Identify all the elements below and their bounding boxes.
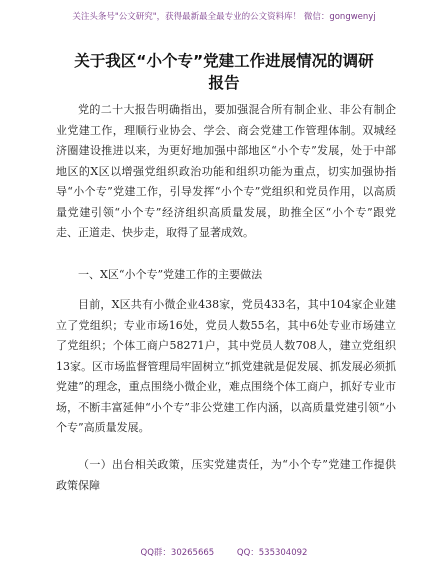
section-1-body: 目前，X区共有小微企业438家，党员433名，其中104家企业建立了党组织；专业市场16处，党员人数55名，其中6处专业市场建立了党组织；个体工商户58271户，其中党员人数708人，建立党组织13家。区市场监督管理局牢固树立“抓党建就是促发展、抓发展必须抓党建”的理念，重点围绕小微企业，难点围绕个体工商户，抓好专业市场，不断丰富延伸“小个专”非公党建工作内涵，以高质量党建引领“小个专”高质量发展。 bbox=[56, 298, 396, 434]
intro-paragraph: 党的二十大报告明确指出，要加强混合所有制企业、非公有制企业党建工作，理顺行业协会、学会、商会党建工作管理体制。双城经济圈建设推进以来，为更好地加强中部地区“小个专”发展，处于中部地区的X区以增强党组织政治功能和组织功能为重点，切实加强协指导“小个专”党建工作，引导发挥“小个专”党组织和党员作用，以高质量党建引领“小个专”经济组织高质量发展，助推全区“小个专”跟党走、正道走、快步走，取得了显著成效。 bbox=[56, 103, 396, 239]
subsection-1-heading: （一）出台相关政策，压实党建责任，为“小个专”党建工作提供政策保障 bbox=[56, 458, 396, 492]
footer-qq: QQ：535304092 bbox=[236, 548, 308, 558]
document-title bbox=[40, 50, 408, 94]
footer bbox=[0, 546, 448, 558]
section-1-heading: 一、X区“小个专”党建工作的主要做法 bbox=[78, 268, 263, 281]
title-line-1: 关于我区“小个专”党建工作进展情况的调研 bbox=[74, 52, 374, 70]
footer-qq-group: QQ群：30265665 bbox=[140, 548, 215, 558]
title-line-2: 报告 bbox=[208, 74, 240, 92]
header-banner: 关注头条号"公文研究"，获得最新最全最专业的公文资料库！ 微信：gongwenyj bbox=[72, 12, 376, 22]
